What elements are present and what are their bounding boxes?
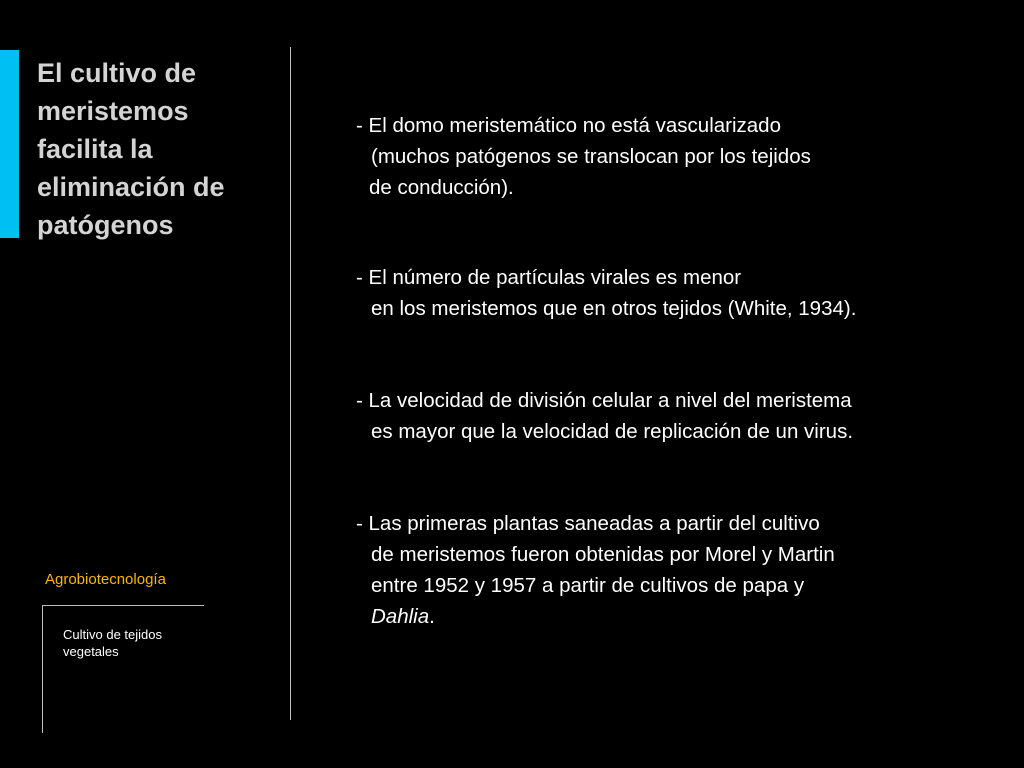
course-label: [63, 626, 162, 660]
bullet-line: (muchos patógenos se translocan por los tejidos: [371, 145, 811, 168]
bullet-line: de conducción).: [369, 176, 514, 199]
title-line: facilita la: [37, 134, 153, 164]
title-line: El cultivo de: [37, 58, 197, 88]
course-line: Cultivo de tejidos: [63, 627, 162, 642]
end-punctuation: .: [429, 605, 435, 628]
italic-genus: Dahlia: [371, 605, 430, 628]
bullet-line: - El domo meristemático no está vascularizado: [356, 114, 781, 137]
vertical-divider: [290, 47, 291, 720]
bullet-line: en los meristemos que en otros tejidos (White, 1934).: [371, 297, 857, 320]
bullet-line: es mayor que la velocidad de replicación de un virus.: [371, 420, 854, 443]
bullet-line: - La velocidad de división celular a nivel del meristema: [356, 389, 852, 412]
bullet-line: - El número de partículas virales es menor: [356, 266, 742, 289]
bullet-point: [356, 385, 853, 447]
title-line: meristemos: [37, 96, 189, 126]
slide-title: [37, 54, 277, 244]
bullet-line: - Las primeras plantas saneadas a partir del cultivo: [356, 512, 820, 535]
bullet-point: [356, 262, 856, 324]
bullet-point: [356, 110, 811, 203]
bullet-point: [356, 508, 835, 632]
accent-bar: [0, 50, 19, 238]
title-line: patógenos: [37, 210, 174, 240]
bullet-line: [356, 601, 835, 632]
subject-label: Agrobiotecnología: [45, 571, 166, 588]
footer-vertical-rule: [42, 605, 43, 733]
bullet-line: de meristemos fueron obtenidas por Morel y Martin: [371, 543, 835, 566]
footer-horizontal-rule: [42, 605, 204, 606]
title-line: eliminación de: [37, 172, 225, 202]
course-line: vegetales: [63, 644, 119, 659]
bullet-line: entre 1952 y 1957 a partir de cultivos de papa y: [371, 574, 805, 597]
